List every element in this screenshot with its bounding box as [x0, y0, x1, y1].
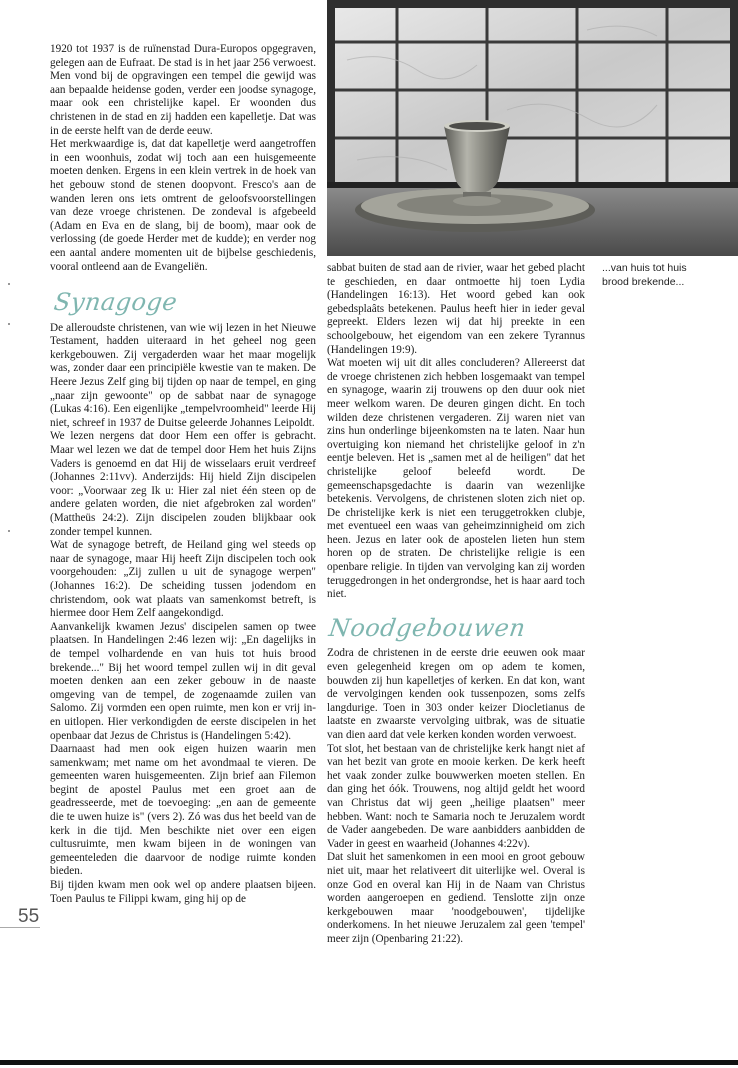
- chalice-and-paten-icon: [327, 0, 738, 256]
- margin-mark: [8, 283, 10, 285]
- bottom-rule: [0, 1060, 738, 1065]
- paragraph: Daarnaast had men ook eigen huizen waarin men samenkwam; met name om het avondmaal te vieren. De gemeenten waren huisgemeenten. Zijn brief aan Filemon begint de apostel Paulus met een groet aan de geadresseerde, met de toevoeging: „en aan de gemeente die te uwen huize is" (vers 2). Zó was dus het beeld van de kerk in die tijd. Men beschikte niet over een eigen cultusruimte, men kwam bijeen in de woningen van gemeenteleden die daarvoor de nodige ruimte konden bieden.: [50, 743, 316, 878]
- middle-text-column: [327, 262, 585, 947]
- paragraph: Bij tijden kwam men ook wel op andere plaatsen bijeen. Toen Paulus te Filippi kwam, ging hij op de: [50, 879, 316, 905]
- margin-mark: [8, 530, 10, 532]
- paragraph: sabbat buiten de stad aan de rivier, waar het gebed placht te geschieden, en daar ontmoette hij toen Lydia (Handelingen 16:13). Het woord gebed kan ook gebedsplaâts betekenen. Paulus heeft hier in ieder geval gepreekt. Elders lezen wij dat hij preekte in een schoolgebouw, het eigendom van een zekere Tyrannus (Handelingen 19:9).: [327, 262, 585, 356]
- paragraph: 1920 tot 1937 is de ruïnenstad Dura-Europos opgegraven, gelegen aan de Eufraat. De stad is in het jaar 256 verwoest. Men vond bij de opgravingen een tempel die gewijd was aan bepaalde heidense goden, verder een joodse synagoge, maar ook een christelijke kapel. Er woonden dus christenen in de stad en zij hadden een kapelletje. Dat was in de eerste helft van de derde eeuw.: [50, 43, 316, 137]
- paragraph: Dat sluit het samenkomen in een mooi en groot gebouw niet uit, maar het relativeert dit uiterlijke wel. Overal is onze God en overal kan Hij in de Naam van Christus worden aangeroepen en gediend. Tenslotte zijn onze kerkgebouwen maar 'noodgebouwen', tijdelijke onderkomens. In het nieuwe Jeruzalem zal geen 'tempel' meer zijn (Openbaring 21:22).: [327, 851, 585, 945]
- paragraph: Tot slot, het bestaan van de christelijke kerk hangt niet af van het bezit van grote en mooie kerken. De kerk heeft het vaak zonder zulke bouwwerken moeten stellen. En dan ging het óók. Trouwens, nog altijd geldt het woord van Christus dat wij geen „heilige plaatsen" meer hebben. Want: noch te Samaria noch te Jeruzalem wordt de Vader aangebeden. De ware aanbidders aanbidden de Vader in geest en waarheid (Johannes 4:22v).: [327, 742, 585, 850]
- margin-mark: [8, 323, 10, 325]
- left-text-column: [50, 43, 316, 906]
- paragraph: Zodra de christenen in de eerste drie eeuwen ook maar even gelegenheid kregen om op adem te komen, bouwden zij hun kapelletjes of kerken. En dat kon, want de vervolgingen kenden ook tussenpozen, soms zelfs langdurige. Toen in 303 onder keizer Diocletianus de laatste en zwaarste vervolging uitbrak, was de situatie van dien aard dat vele kerken konden worden verwoest.: [327, 647, 585, 741]
- page-number-rule: [0, 927, 40, 928]
- paragraph: We lezen nergens dat door Hem een offer is gebracht. Maar wel lezen we dat de tempel door Hem het huis Zijns Vaders is genoemd en dat Hij de wisselaars eruit verdreef (Johannes 2:11vv). Anderzijds: Hij hield Zijn discipelen voor: „Voorwaar zeg Ik u: Hier zal niet één steen op de andere gelaten worden, die niet afgebroken zal worden" (Mattheüs 24:2). Zijn discipelen zouden blijkbaar ook zonder tempel kunnen.: [50, 430, 316, 538]
- paragraph: Wat de synagoge betreft, de Heiland ging wel steeds op naar de synagoge, maar Hij heeft Zijn discipelen toch ook voorgehouden: „Zij zullen u uit de synagoge werpen" (Johannes 16:2). De scheiding tussen jodendom en christendom, ook wat plaats van samenkomst betreft, is hiermee door Hem Zelf aangekondigd.: [50, 539, 316, 620]
- photo-caption: ...van huis tot huis brood brekende...: [602, 262, 687, 288]
- section-heading-noodgebouwen: Noodgebouwen: [327, 613, 528, 642]
- paragraph: Aanvankelijk kwamen Jezus' discipelen samen op twee plaatsen. In Handelingen 2:46 lezen wij: „En dagelijks in de tempel volhardende en van huis tot huis brood brekende..." Bij het woord tempel zullen wij in dit geval moeten denken aan een zeker gebouw in de naaste omgeving van de tempel, de zogenaamde zuilen van Salomo. Zij vormden een open ruimte, men kon er vrij in- en uitlopen. Hier verkondigden de eerste discipelen in het openbaar dat Jezus de Christus is (Handelingen 5:42).: [50, 620, 316, 742]
- paragraph: De alleroudste christenen, van wie wij lezen in het Nieuwe Testament, hadden uiteraard in het geheel nog geen kerkgebouwen. Zij vergaderden waar het maar mogelijk was, zonder daar een principiële kwestie van te maken. De Heere Jezus Zelf ging bij tijden op naar de tempel, en ging „naar zijn gewoonte" op de sabbat naar de synagoge (Lukas 4:16). Een eigenlijke „tempelvroomheid" leerde Hij niet, schreef in 1937 de Duitse geleerde Johannes Leipoldt.: [50, 321, 316, 429]
- photo-chalice-window: [327, 0, 738, 256]
- paragraph: Wat moeten wij uit dit alles concluderen? Allereerst dat de vroege christenen zich hebben losgemaakt van tempel en synagoge, waarin zij trouwens op den duur ook niet meer welkom waren. De deuren gingen dicht. En toch wilden deze christenen vergaderen. Zij waren niet van zins hun onderlinge bijeenkomsten na te laten. Naar hun overtuiging kon niemand het christelijke geloof in z'n eentje beleven. Het is „samen met al de heiligen" dat het christelijke geloof beleefd wordt. De gemeenschapsgedachte is daarin van wezenlijke betekenis. Vervolgens, de christenen sloten zich niet op. De christelijke kerk is niet een teruggetrokken clubje, met eventueel een waas van geheimzinnigheid om zich heen. Jezus en later ook de apostelen lieten hun stem horen op de straten. De christelijke religie is een openbare religie. In tijden van vervolging kan zij worden teruggedrongen in het ondergrondse, het is haar aard toch niet.: [327, 357, 585, 601]
- page-number: 55: [18, 906, 40, 927]
- section-heading-synagoge: Synagoge: [52, 288, 180, 317]
- paragraph: Het merkwaardige is, dat dat kapelletje werd aangetroffen in een woonhuis, zodat wij toch aan een huisgemeente moeten denken. Ergens in een klein vertrek in de hoek van het gebouw stond de stenen doopvont. Fresco's aan de wanden leren ons iets omtrent de geloofsvoorstellingen van deze vroege christenen. De zondeval is afgebeeld (Adam en Eva en de slang, bij de boom), maar ook de verlossing (de goede Herder met de kudde); en verder nog een aantal andere momenten uit de bijbelse geschiedenis, vooral ontleend aan de Evangeliën.: [50, 138, 316, 273]
